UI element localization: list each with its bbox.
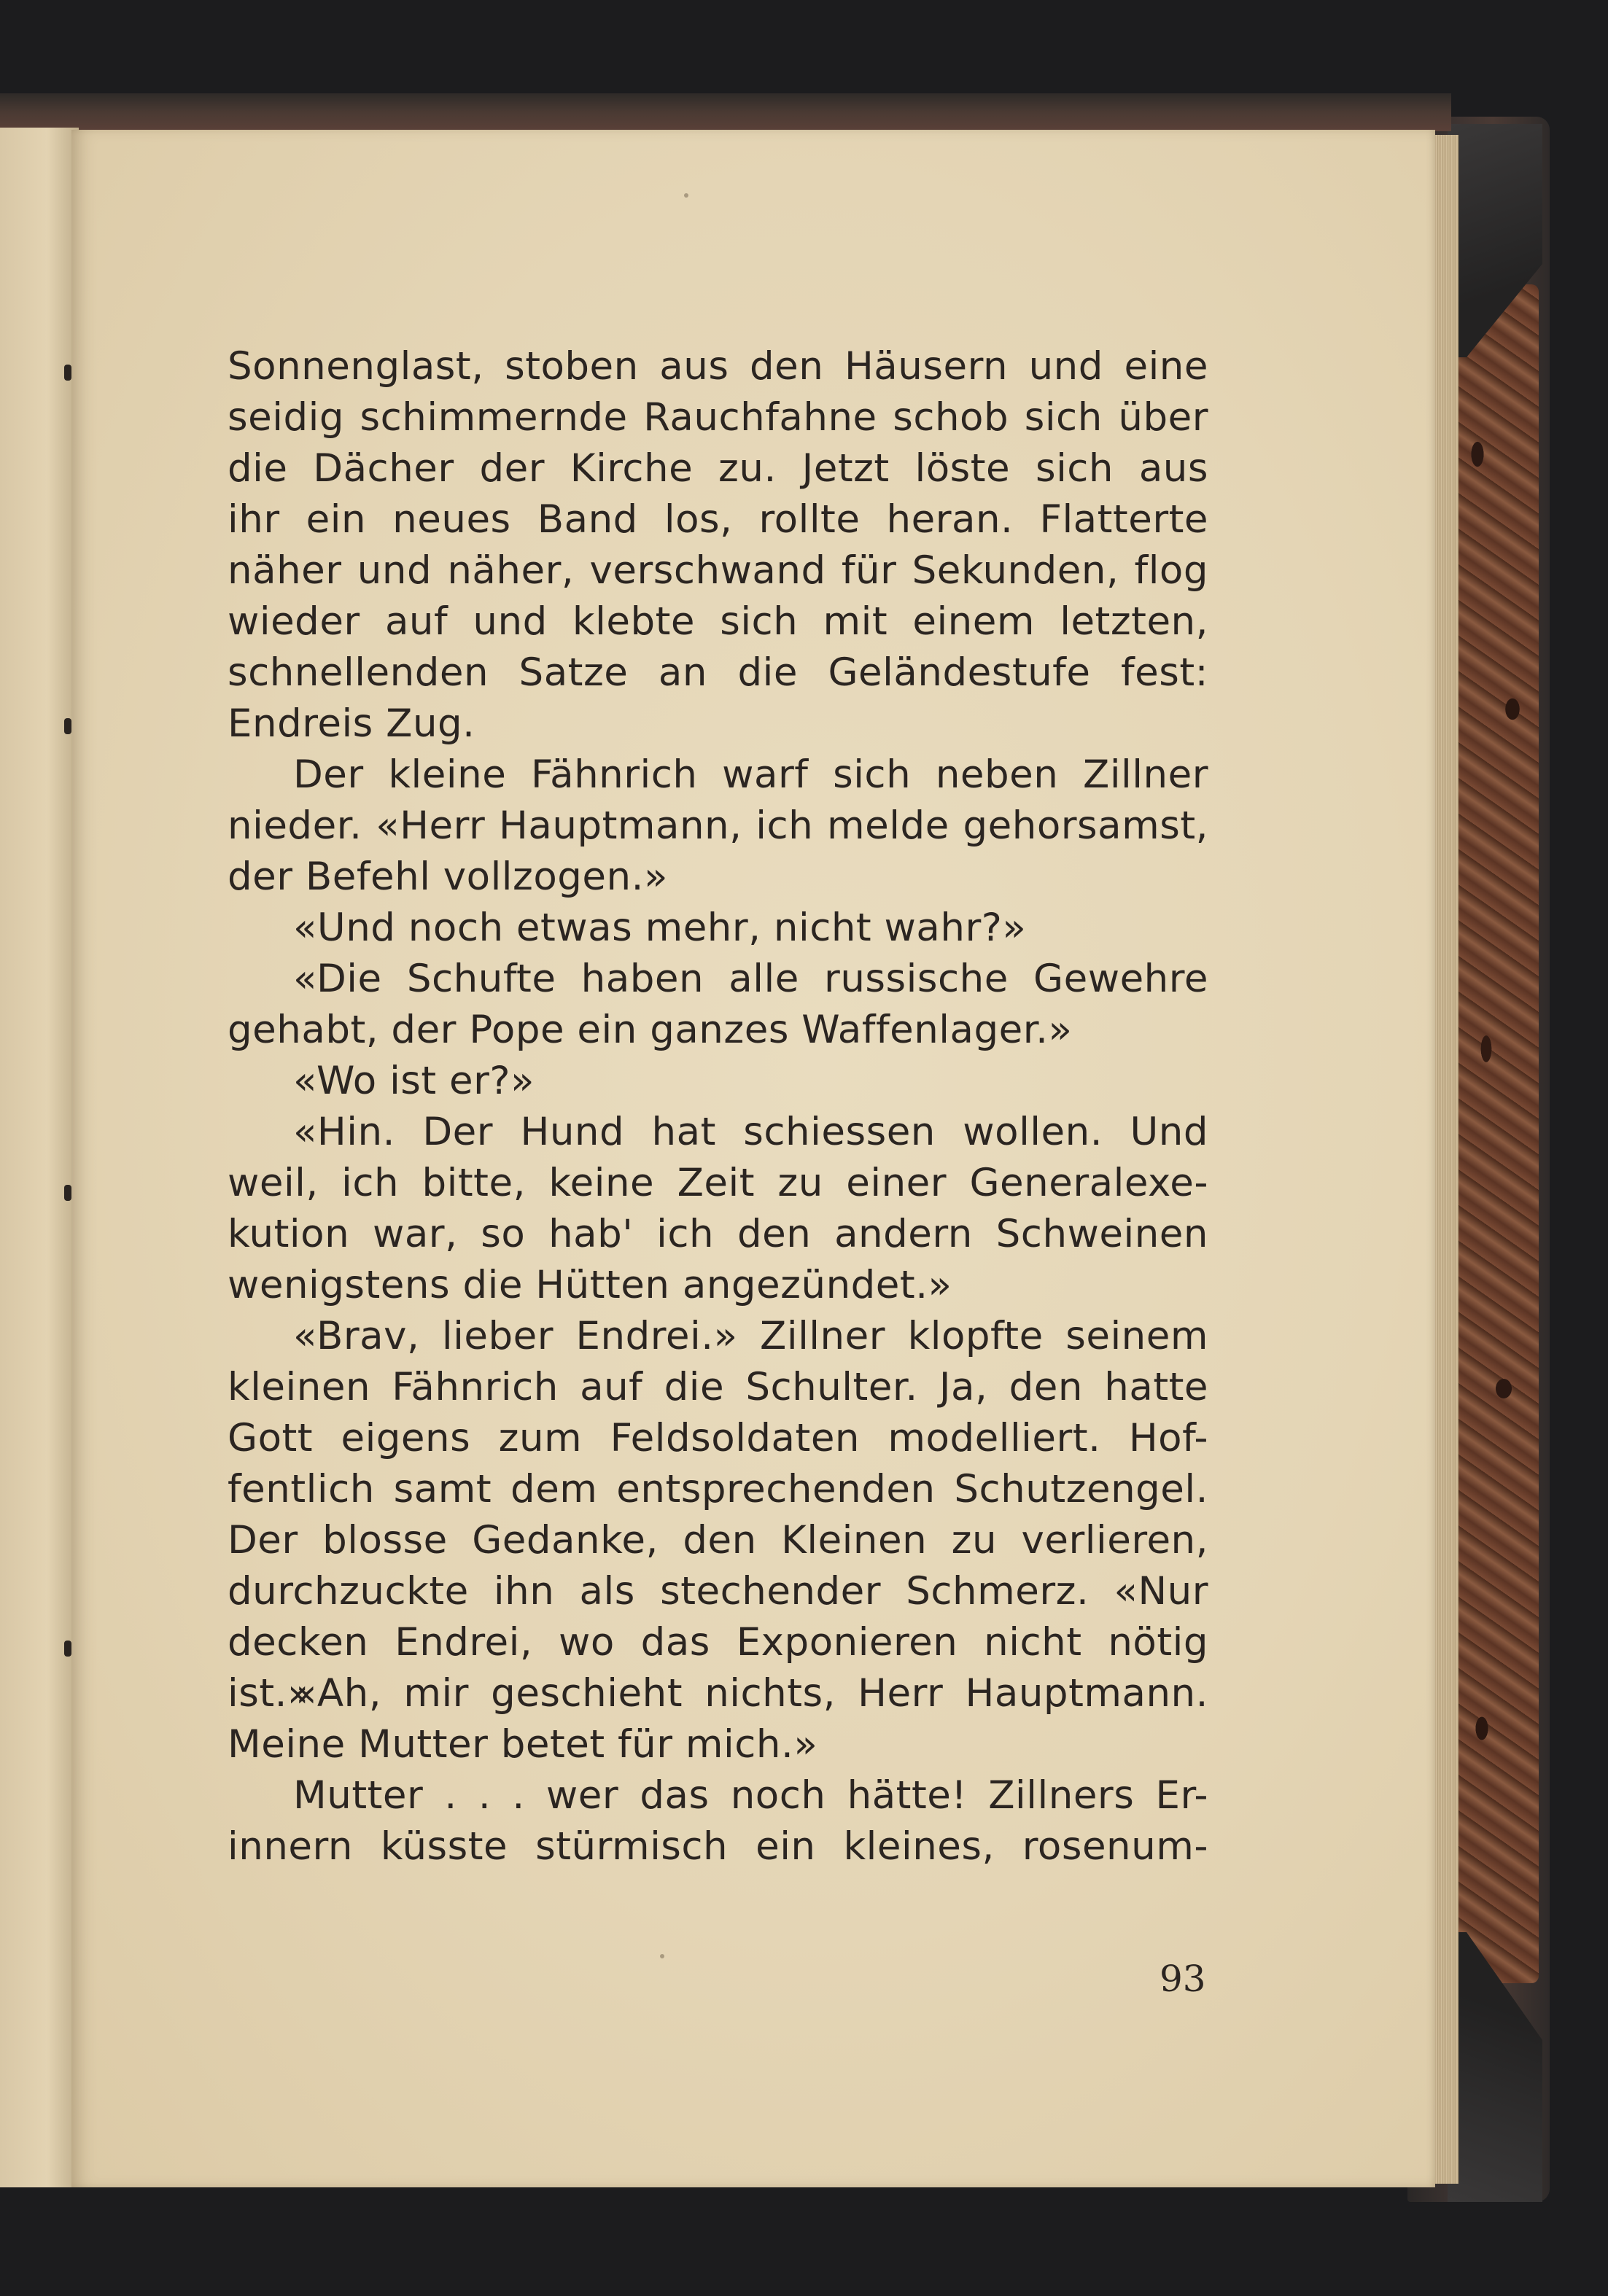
text-line: nieder. «Herr Hauptmann, ich melde gehorsamst, bbox=[228, 803, 1208, 848]
paper-speck bbox=[660, 1954, 664, 1958]
text-line: «Ah, mir geschieht nichts, Herr Hauptmann. bbox=[293, 1671, 1208, 1716]
text-line: ihr ein neues Band los, rollte heran. Flatterte bbox=[228, 497, 1208, 542]
text-line: fentlich samt dem entsprechenden Schutzengel. bbox=[228, 1467, 1208, 1511]
text-line: decken Endrei, wo das Exponieren nicht nötig ist.» bbox=[228, 1620, 1208, 1716]
text-line: schnellenden Satze an die Geländestufe fest: bbox=[228, 650, 1208, 695]
text-line: wenigstens die Hütten angezündet.» bbox=[228, 1263, 952, 1307]
page-number: 93 bbox=[1160, 1958, 1206, 2000]
margin-mark bbox=[64, 1641, 71, 1657]
text-line: Mutter . . . wer das noch hätte! Zillners Er- bbox=[293, 1773, 1208, 1818]
text-line: innern küsste stürmisch ein kleines, rosenum- bbox=[228, 1824, 1208, 1869]
text-line: «Wo ist er?» bbox=[293, 1059, 535, 1103]
left-page-edge bbox=[0, 128, 79, 2187]
margin-mark bbox=[64, 718, 71, 734]
page-text bbox=[228, 341, 1208, 1872]
text-line: weil, ich bitte, keine Zeit zu einer Generalexe- bbox=[228, 1161, 1208, 1205]
text-line: Der blosse Gedanke, den Kleinen zu verlieren, bbox=[228, 1518, 1208, 1563]
text-line: kution war, so hab' ich den andern Schweinen bbox=[228, 1212, 1208, 1256]
text-line: «Brav, lieber Endrei.» Zillner klopfte seinem bbox=[293, 1314, 1208, 1358]
margin-mark bbox=[64, 1185, 71, 1201]
paper-speck bbox=[684, 193, 688, 198]
text-line: die Dächer der Kirche zu. Jetzt löste sich aus bbox=[228, 446, 1208, 491]
text-line: gehabt, der Pope ein ganzes Waffenlager.» bbox=[228, 1008, 1073, 1052]
text-line: Meine Mutter betet für mich.» bbox=[228, 1722, 818, 1767]
text-line: Der kleine Fähnrich warf sich neben Zillner bbox=[293, 752, 1208, 797]
text-line: näher und näher, verschwand für Sekunden, flog bbox=[228, 548, 1208, 593]
text-line: Gott eigens zum Feldsoldaten modelliert. Hof- bbox=[228, 1416, 1208, 1460]
text-line: «Die Schufte haben alle russische Gewehre bbox=[293, 957, 1208, 1001]
text-line: der Befehl vollzogen.» bbox=[228, 855, 668, 899]
text-line: Sonnenglast, stoben aus den Häusern und eine bbox=[228, 344, 1208, 389]
text-line: «Hin. Der Hund hat schiessen wollen. Und bbox=[293, 1110, 1208, 1154]
text-line: kleinen Fähnrich auf die Schulter. Ja, den hatte bbox=[228, 1365, 1208, 1409]
text-line: «Und noch etwas mehr, nicht wahr?» bbox=[293, 906, 1027, 950]
margin-mark bbox=[64, 365, 71, 381]
text-line: wieder auf und klebte sich mit einem letzten, bbox=[228, 599, 1208, 644]
text-line: seidig schimmernde Rauchfahne schob sich über bbox=[228, 395, 1208, 440]
text-line: Endreis Zug. bbox=[228, 701, 475, 746]
top-binding-edge bbox=[0, 93, 1451, 131]
marbled-cover-board bbox=[1451, 284, 1539, 1983]
text-line: durchzuckte ihn als stechender Schmerz. «Nur bbox=[228, 1569, 1208, 1614]
